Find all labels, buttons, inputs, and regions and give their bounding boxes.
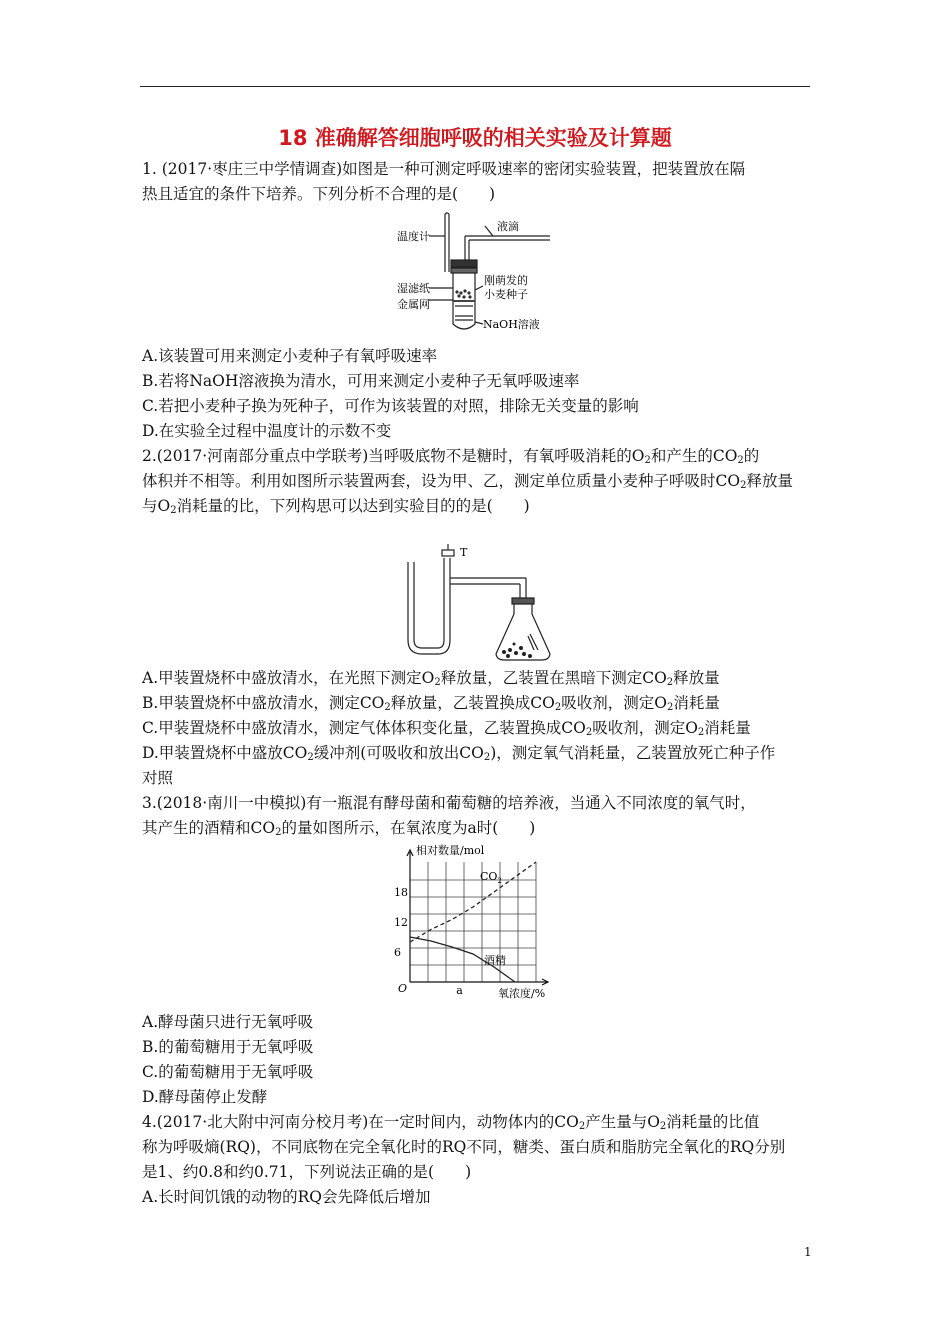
q2-stem-line-1: 2.(2017·河南部分重点中学联考)当呼吸底物不是糖时，有氧呼吸消耗的$O_2$和产生的$CO_2$的 [142, 447, 760, 466]
q2-option-d-cont: 对照 [142, 769, 174, 787]
naoh-label: NaOH溶液 [483, 318, 540, 331]
q1-option-d: D.在实验全过程中温度计的示数不变 [142, 422, 392, 440]
q3-stem-line-1: 3.(2018·南川一中模拟)有一瓶混有酵母菌和葡萄糖的培养液，当通入不同浓度的氧气时， [142, 794, 756, 812]
q4-stem-line-1: 4.(2017·北大附中河南分校月考)在一定时间内，动物体内的$CO_2$产生量与$O_2$消耗量的比值 [142, 1113, 760, 1132]
page-title: 18 准确解答细胞呼吸的相关实验及计算题 [278, 126, 672, 150]
q1-stem-line-2: 热且适宜的条件下培养。下列分析不合理的是( ) [142, 185, 496, 203]
chart-series-co2 [410, 862, 536, 942]
q3-chart [380, 842, 570, 1002]
q2-option-d: D.甲装置烧杯中盛放$CO_2$缓冲剂(可吸收和放出$CO_2$)，测定氧气消耗量，乙装置放死亡种子作 [142, 744, 776, 763]
tube-label-t: T [460, 546, 468, 559]
q2-option-b: B.甲装置烧杯中盛放清水，测定$CO_2$释放量，乙装置换成$CO_2$吸收剂，测定$O_2$消耗量 [142, 694, 720, 713]
q2-apparatus-figure [400, 540, 560, 664]
wet-paper-label: 湿滤纸 [397, 282, 430, 295]
page-number: 1 [804, 1245, 812, 1259]
q1-option-b: B.若将NaOH溶液换为清水，可用来测定小麦种子无氧呼吸速率 [142, 372, 580, 390]
seeds-label-2: 小麦种子 [484, 288, 528, 301]
q2-option-a: A.甲装置烧杯中盛放清水，在光照下测定$O_2$释放量，乙装置在黑暗下测定$CO_2$释放量 [142, 669, 720, 688]
chart-series-label-co2: $CO_2$ [480, 870, 502, 885]
q4-option-a: A.长时间饥饿的动物的RQ会先降低后增加 [142, 1188, 431, 1206]
q3-stem-line-2: 其产生的酒精和$CO_2$的量如图所示，在氧浓度为a时( ) [142, 819, 536, 838]
chart-x-label: 氧浓度/% [498, 987, 546, 1000]
chart-y-tick: 18 [394, 886, 408, 899]
q3-option-a: A.酵母菌只进行无氧呼吸 [142, 1013, 314, 1031]
chart-series-label-alcohol: 酒精 [484, 954, 506, 967]
header-rule [140, 86, 810, 87]
q3-option-d: D.酵母菌停止发酵 [142, 1088, 268, 1106]
q2-stem-line-2: 体积并不相等。利用如图所示装置两套，设为甲、乙，测定单位质量小麦种子呼吸时$CO_2$释放量 [142, 472, 793, 491]
droplet-label: 液滴 [497, 220, 519, 233]
q4-stem-line-3: 是1、约0.8和约0.71，下列说法正确的是( ) [142, 1163, 472, 1181]
seeds-label-1: 刚萌发的 [484, 274, 528, 287]
metal-net-label: 金属网 [397, 298, 430, 311]
q3-option-b: B.的葡萄糖用于无氧呼吸 [142, 1038, 314, 1056]
q1-option-a: A.该装置可用来测定小麦种子有氧呼吸速率 [142, 347, 438, 365]
q2-option-c: C.甲装置烧杯中盛放清水，测定气体体积变化量，乙装置换成$CO_2$吸收剂，测定$O_2$消耗量 [142, 719, 751, 738]
q4-stem-line-2: 称为呼吸熵(RQ)，不同底物在完全氧化时的RQ不同，糖类、蛋白质和脂肪完全氧化的RQ分别 [142, 1138, 786, 1156]
chart-y-label: 相对数量/mol [416, 844, 485, 857]
chart-y-tick: 6 [394, 946, 401, 959]
q1-option-c: C.若把小麦种子换为死种子，可作为该装置的对照，排除无关变量的影响 [142, 397, 639, 415]
chart-origin: O [398, 982, 408, 995]
thermometer-label: 温度计 [397, 230, 430, 243]
q2-stem-line-3: 与$O_2$消耗量的比，下列构思可以达到实验目的的是( ) [142, 497, 530, 516]
chart-y-tick: 12 [394, 916, 408, 929]
q3-option-c: C.的葡萄糖用于无氧呼吸 [142, 1063, 314, 1081]
q1-stem-line-1: 1. (2017·枣庄三中学情调查)如图是一种可测定呼吸速率的密闭实验装置，把装置放在隔 [142, 160, 746, 178]
chart-x-tick: a [456, 984, 463, 997]
q1-apparatus-figure [395, 212, 555, 338]
